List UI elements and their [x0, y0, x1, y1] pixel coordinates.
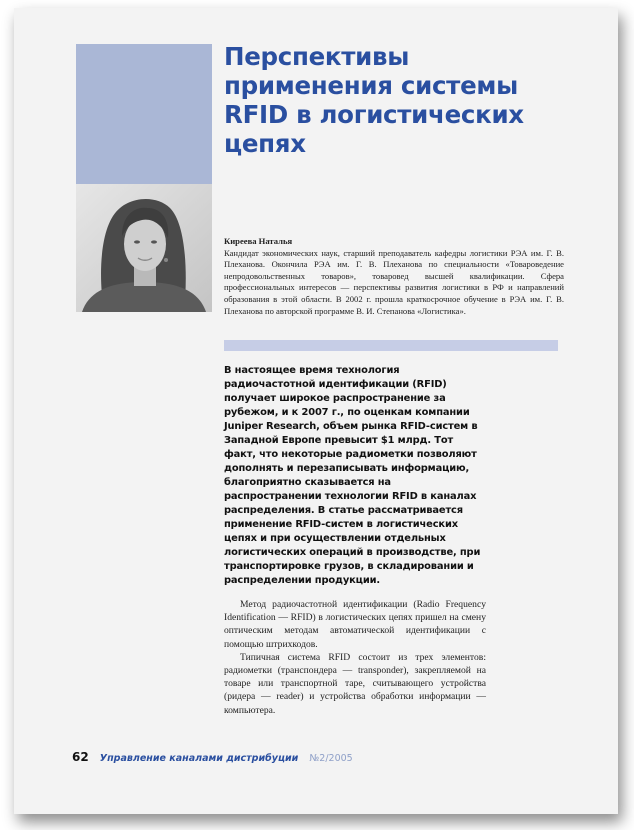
- author-bio: Кандидат экономических наук, старший преподаватель кафедры логистики РЭА им. Г. В. Плеханова. Окончила РЭА им. Г. В. Плеханова по специальности «Товароведение непродовольственных товаров», товаровед высшей квалификации. Сфера профессиональных интересов — перспективы развития логистики в РФ и направлений образования в этой области. В 2002 г. прошла краткосрочное обучение в РЭА им. Г. В. Плеханова по авторской программе В. И. Степанова «Логистика».: [224, 247, 564, 316]
- author-name: Киреева Наталья: [224, 236, 293, 246]
- section-divider: [224, 340, 558, 351]
- article-lead: В настоящее время технология радиочастотной идентификации (RFID) получает широкое распространение за рубежом, и к 2007 г., по оценкам компании Juniper Research, объем рынка RFID-систем в Западной Европе превысит $1 млрд. Тот факт, что некоторые радиометки позволяют дополнять и перезаписывать информацию, благоприятно сказывается на распространении технологии RFID в каналах распределения. В статье рассматривается применение RFID-систем в логистических цепях и при осуществлении отдельных логистических операций в производстве, при транспортировке грузов, в складировании и распределении продукции.: [224, 365, 481, 586]
- accent-bar: [76, 44, 212, 184]
- article-title: Перспективы применения системы RFID в логистических цепях: [224, 42, 524, 158]
- issue-number: №2/2005: [309, 753, 353, 764]
- author-block: [224, 236, 564, 317]
- page-footer: [72, 746, 353, 765]
- author-photo: [76, 184, 212, 312]
- body-paragraph: Метод радиочастотной идентификации (Radio Frequency Identification — RFID) в логистических цепях пришел на смену оптическим методам автоматической идентификации с помощью штрихкодов.: [224, 599, 486, 650]
- body-paragraph: Типичная система RFID состоит из трех элементов: радиометки (транспондера — transponder), закрепляемой на товаре или транспортной таре, считывающего устройства (ридера — reader) и устройства обработки информации — компьютера.: [224, 651, 486, 716]
- magazine-page: [14, 8, 618, 814]
- article-body: [224, 598, 486, 717]
- page-number: 62: [72, 750, 89, 764]
- journal-name: Управление каналами дистрибуции: [99, 753, 299, 764]
